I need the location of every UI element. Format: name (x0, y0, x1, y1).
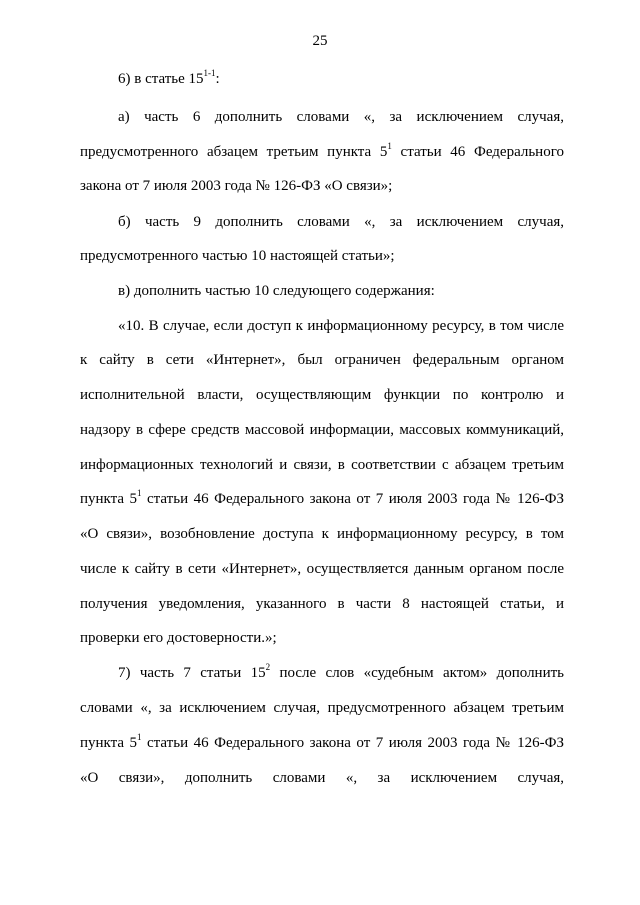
text-line-20: пункта $5^1$ статьи 46 Федерального закона от 7 июля 2003 года № 126-ФЗ (80, 732, 564, 751)
text-line-21: «О связи», дополнить словами «, за исключением случая, (80, 770, 564, 786)
page-number: 25 (312, 33, 328, 49)
text-line-3: предусмотренного абзацем третьим пункта $5^1$ статьи 46 Федерального (80, 141, 564, 160)
text-line-13: пункта $5^1$ статьи 46 Федерального закона от 7 июля 2003 года № 126-ФЗ (80, 488, 564, 507)
text-line-4: закона от 7 июля 2003 года № 126-ФЗ «О связи»; (80, 178, 393, 194)
text-line-12: информационных технологий и связи, в соответствии с абзацем третьим (80, 457, 564, 473)
text-line-7: в) дополнить частью 10 следующего содержания: (118, 283, 435, 299)
text-line-9: к сайту в сети «Интернет», был ограничен федеральным органом (80, 352, 564, 368)
text-line-18: 7) часть 7 статьи $15^2$ после слов «судебным актом» дополнить (118, 662, 565, 681)
text-line-1: 6) в статье 15$^{1-1}$: (118, 68, 220, 87)
text-line-14: «О связи», возобновление доступа к информационному ресурсу, в том (80, 526, 564, 542)
text-line-17: проверки его достоверности.»; (80, 630, 277, 646)
text-line-19: словами «, за исключением случая, предусмотренного абзацем третьим (80, 700, 564, 716)
text-line-5: б) часть 9 дополнить словами «, за исключением случая, (118, 214, 564, 230)
text-line-2: а) часть 6 дополнить словами «, за исключением случая, (118, 109, 564, 125)
text-line-11: надзору в сфере средств массовой информации, массовых коммуникаций, (80, 422, 564, 438)
text-line-16: получения уведомления, указанного в части 8 настоящей статьи, и (80, 596, 564, 612)
text-line-6: предусмотренного частью 10 настоящей статьи»; (80, 248, 395, 264)
text-line-15: числе к сайту в сети «Интернет», осуществляется данным органом после (80, 561, 564, 577)
text-line-10: исполнительной власти, осуществляющим функции по контролю и (80, 387, 564, 403)
text-line-8: «10. В случае, если доступ к информационному ресурсу, в том числе (118, 318, 564, 334)
